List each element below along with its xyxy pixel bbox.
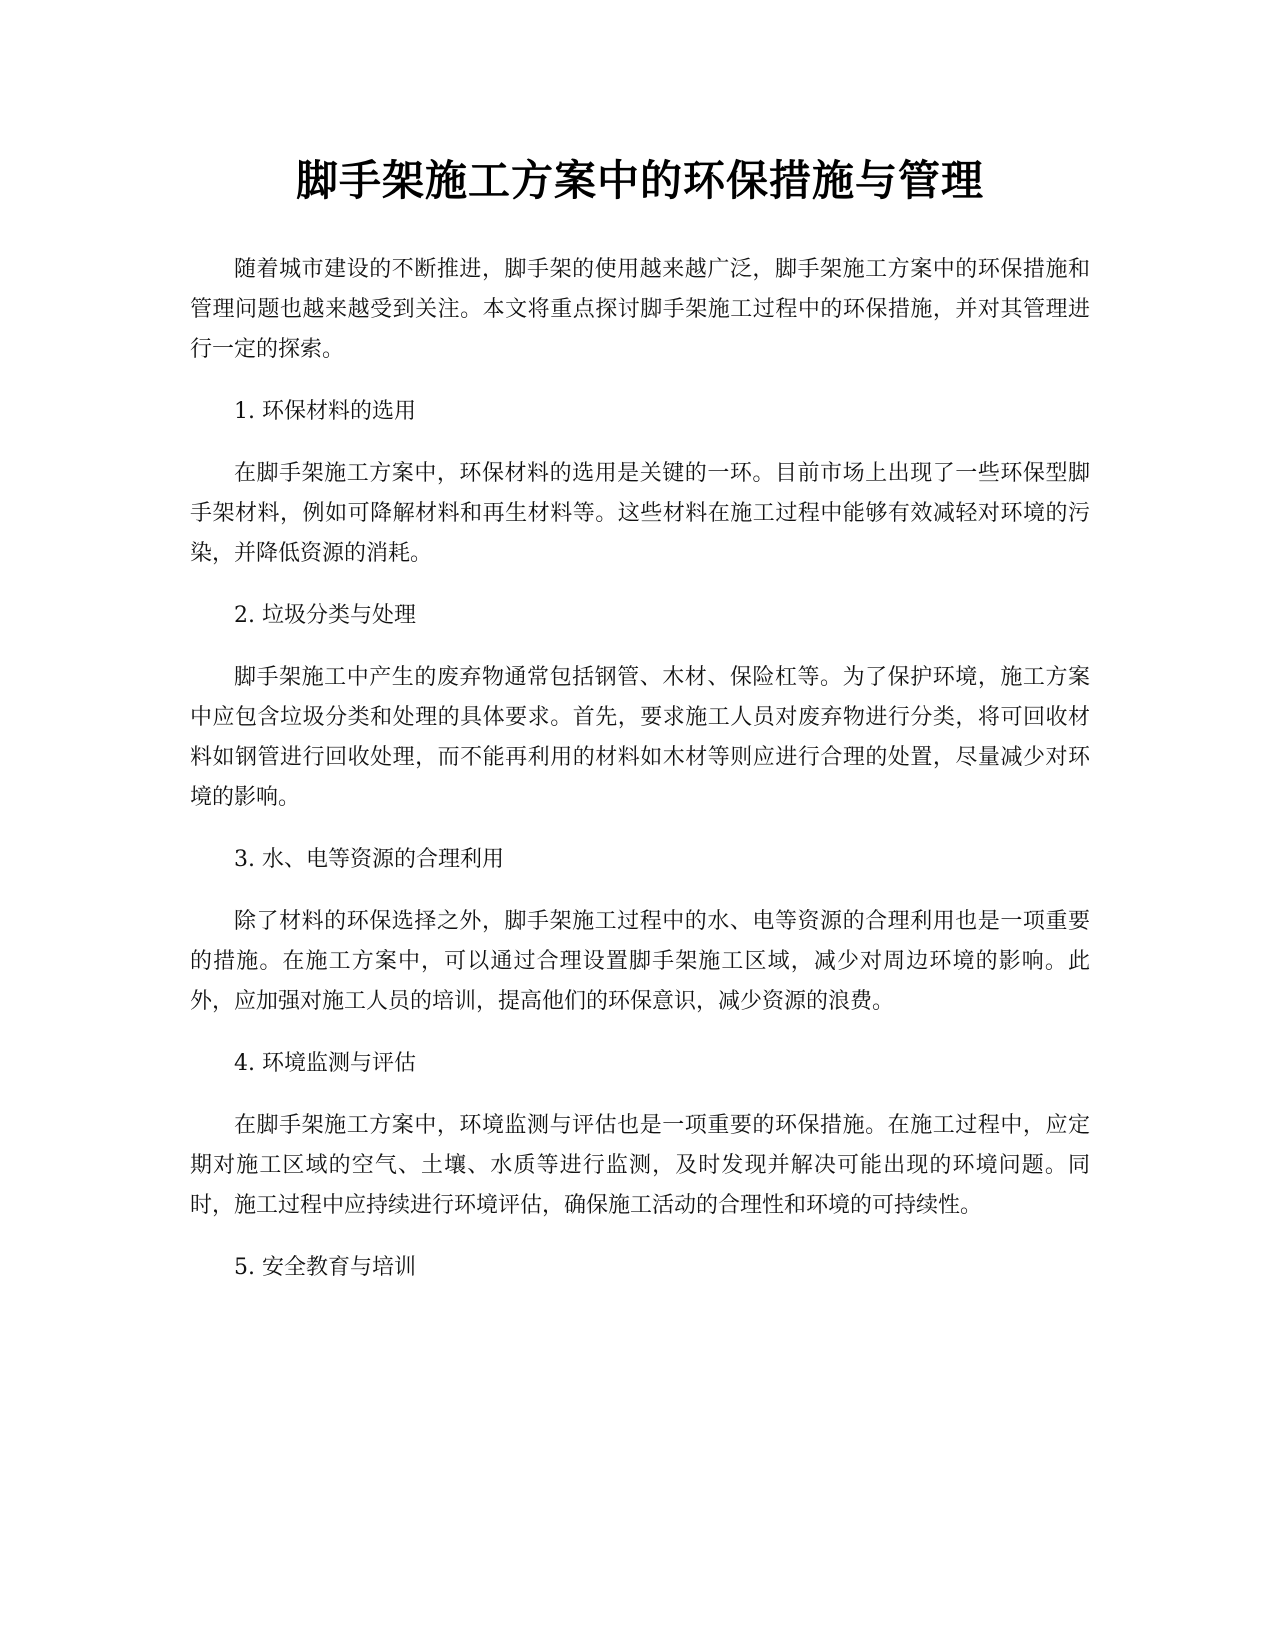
section-body-2: 脚手架施工中产生的废弃物通常包括钢管、木材、保险杠等。为了保护环境，施工方案中应包含垃圾分类和处理的具体要求。首先，要求施工人员对废弃物进行分类，将可回收材料如钢管进行回收处理，而不能再利用的材料如木材等则应进行合理的处置，尽量减少对环境的影响。 bbox=[190, 665, 1090, 810]
section-heading-5: 5. 安全教育与培训 bbox=[234, 1255, 416, 1280]
document-title: 脚手架施工方案中的环保措施与管理 bbox=[295, 156, 984, 205]
intro-paragraph: 随着城市建设的不断推进，脚手架的使用越来越广泛，脚手架施工方案中的环保措施和管理问题也越来越受到关注。本文将重点探讨脚手架施工过程中的环保措施，并对其管理进行一定的探索。 bbox=[190, 257, 1090, 362]
document-content bbox=[190, 140, 1090, 1310]
section-heading-3: 3. 水、电等资源的合理利用 bbox=[234, 847, 504, 872]
section-heading-2: 2. 垃圾分类与处理 bbox=[234, 603, 416, 628]
section-heading-1: 1. 环保材料的选用 bbox=[234, 399, 416, 424]
section-body-4: 在脚手架施工方案中，环境监测与评估也是一项重要的环保措施。在施工过程中，应定期对施工区域的空气、土壤、水质等进行监测，及时发现并解决可能出现的环境问题。同时，施工过程中应持续进行环境评估，确保施工活动的合理性和环境的可持续性。 bbox=[190, 1113, 1090, 1218]
section-body-1: 在脚手架施工方案中，环保材料的选用是关键的一环。目前市场上出现了一些环保型脚手架材料，例如可降解材料和再生材料等。这些材料在施工过程中能够有效减轻对环境的污染，并降低资源的消耗。 bbox=[190, 461, 1090, 566]
section-heading-4: 4. 环境监测与评估 bbox=[234, 1051, 416, 1076]
section-body-3: 除了材料的环保选择之外，脚手架施工过程中的水、电等资源的合理利用也是一项重要的措施。在施工方案中，可以通过合理设置脚手架施工区域，减少对周边环境的影响。此外，应加强对施工人员的培训，提高他们的环保意识，减少资源的浪费。 bbox=[190, 909, 1090, 1014]
